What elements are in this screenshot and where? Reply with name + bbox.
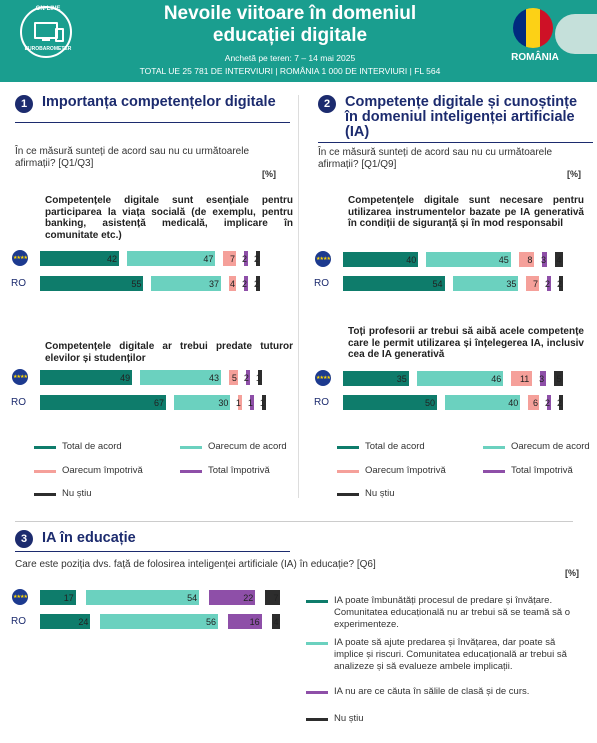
value-2-eu-1: 45	[498, 255, 509, 265]
section-2-number: 2	[318, 95, 336, 113]
value-3-eu-4: 5	[556, 374, 562, 384]
section-1-divider	[15, 122, 290, 123]
value-3-eu-0: 35	[396, 374, 407, 384]
bar-0-eu-1	[127, 251, 215, 266]
bar-3-ro-0	[343, 395, 437, 410]
bar-1-ro-0	[40, 395, 166, 410]
row-label-ro: RO	[11, 397, 26, 408]
legend-label-0-1: Oarecum de acord	[208, 441, 287, 452]
legend-swatch-0-4	[34, 493, 56, 496]
flag-stripe-2	[540, 8, 553, 48]
value-3-eu-2: 11	[519, 374, 530, 384]
value-3-ro-4: 2	[556, 398, 562, 408]
eu-flag-icon: ★★★★	[12, 369, 28, 385]
value-0-eu-2: 7	[229, 254, 235, 264]
legend-swatch-0-0	[34, 446, 56, 449]
legend-swatch-1-3	[483, 470, 505, 473]
section-2-divider	[318, 142, 593, 143]
flag-stripe-0	[513, 8, 526, 48]
value-3-eu-1: 46	[491, 374, 502, 384]
phone-icon	[55, 28, 64, 42]
value-4-ro-3: 4	[273, 617, 279, 627]
bar-2-ro-0	[343, 276, 445, 291]
logo-bottom-text: EUROBAROMETER	[24, 46, 72, 52]
bar-1-eu-0	[40, 370, 132, 385]
chart-1-statement: Competențele digitale sunt esențiale pentru participarea la viața socială (de exemplu, pentru banking, asistență medicală, implicare în comunitate etc.)	[45, 195, 293, 241]
eu-flag-icon: ★★★★	[12, 250, 28, 266]
eurobarometer-logo	[20, 6, 72, 58]
value-1-ro-3: 1	[247, 398, 253, 408]
value-0-eu-3: 2	[241, 254, 247, 264]
survey-info	[120, 52, 460, 78]
section-2-question: În ce măsură sunteți de acord sau nu cu următoarele afirmații? [Q1/Q9]	[318, 147, 553, 170]
value-1-ro-0: 67	[153, 398, 164, 408]
value-3-ro-3: 2	[544, 398, 550, 408]
survey-dates: Anchetă pe teren: 7 – 14 mai 2025	[224, 53, 356, 63]
monitor-stand-icon	[42, 38, 50, 41]
value-3-ro-0: 50	[425, 398, 436, 408]
row-label-ro: RO	[314, 397, 329, 408]
option-label-1: IA poate să ajute predarea și învățarea, dar poate să implice și riscuri. Comunitatea educațională ar trebui să analizeze și să evalueze ambele implicații.	[334, 637, 567, 672]
section-3-divider	[15, 551, 290, 552]
legend-swatch-1-4	[337, 493, 359, 496]
value-4-ro-1: 56	[206, 617, 217, 627]
legend-swatch-0-3	[180, 470, 202, 473]
country-label: ROMÂNIA	[511, 52, 559, 63]
header-banner	[0, 0, 597, 82]
bar-0-ro-0	[40, 276, 143, 291]
value-1-ro-2: 1	[235, 398, 241, 408]
value-4-eu-1: 54	[187, 593, 198, 603]
section-1-title: Importanța competențelor digitale	[42, 94, 276, 110]
legend-swatch-1-1	[483, 446, 505, 449]
value-2-ro-4: 2	[556, 279, 562, 289]
value-4-eu-2: 22	[243, 593, 254, 603]
option-label-3: Nu știu	[334, 713, 364, 724]
section-3-number: 3	[15, 530, 33, 548]
value-0-ro-1: 37	[208, 279, 219, 289]
row-label-ro: RO	[314, 278, 329, 289]
value-1-eu-2: 5	[231, 373, 237, 383]
bar-4-eu-1	[86, 590, 199, 605]
value-4-eu-3: 7	[273, 593, 279, 603]
chart-2-statement: Competențele digitale ar trebui predate tuturor elevilor și studenților	[45, 341, 293, 364]
chart-3-statement: Competențele digitale sunt necesare pentru utilizarea instrumentelor bazate pe IA generativă în condiții de siguranță și în mod responsabil	[348, 195, 584, 229]
megaphone-icon	[555, 14, 597, 54]
value-4-ro-2: 16	[249, 617, 260, 627]
section-3-question: Care este poziția dvs. față de folosirea inteligenței artificiale (IA) în educație? [Q6]	[15, 559, 376, 570]
legend-label-0-0: Total de acord	[62, 441, 122, 452]
legend-label-1-1: Oarecum de acord	[511, 441, 590, 452]
row-label-ro: RO	[11, 616, 26, 627]
survey-sample: TOTAL UE 25 781 DE INTERVIURI | ROMÂNIA 1 000 DE INTERVIURI | FL 564	[139, 66, 441, 76]
row-label-ro: RO	[11, 278, 26, 289]
value-2-ro-0: 54	[432, 279, 443, 289]
value-1-eu-1: 43	[208, 373, 219, 383]
legend-label-1-3: Total împotrivă	[511, 465, 573, 476]
eu-flag-icon: ★★★★	[12, 589, 28, 605]
page-title: Nevoile viitoare în domeniul educației digitale	[163, 3, 417, 46]
chart-4-statement: Toți profesorii ar trebui să aibă acele competențe care le permit utilizarea și înțelegerea IA, inclusiv cea de IA generativă	[348, 326, 584, 360]
value-4-ro-0: 24	[78, 617, 89, 627]
value-2-ro-1: 35	[506, 279, 517, 289]
value-3-ro-1: 40	[508, 398, 519, 408]
legend-swatch-1-2	[337, 470, 359, 473]
value-2-eu-4: 4	[556, 255, 562, 265]
legend-label-1-4: Nu știu	[365, 488, 395, 499]
value-2-eu-0: 40	[406, 255, 417, 265]
value-0-eu-4: 2	[253, 254, 259, 264]
section-1-question: În ce măsură sunteți de acord sau nu cu următoarele afirmații? [Q1/Q3]	[15, 146, 250, 169]
value-1-ro-4: 1	[259, 398, 265, 408]
value-1-eu-0: 49	[120, 373, 131, 383]
legend-swatch-0-1	[180, 446, 202, 449]
value-2-eu-3: 3	[540, 255, 546, 265]
legend-swatch-0-2	[34, 470, 56, 473]
legend-swatch-1-0	[337, 446, 359, 449]
eu-flag-icon: ★★★★	[315, 251, 331, 267]
legend-label-1-2: Oarecum împotrivă	[365, 465, 446, 476]
section-3-percent-label: [%]	[565, 568, 579, 578]
flag-stripe-1	[526, 8, 539, 48]
value-2-eu-2: 8	[527, 255, 533, 265]
section-2-title: Competențe digitale și cunoștințe în domeniul inteligenței artificiale (IA)	[345, 94, 578, 140]
value-3-ro-2: 6	[532, 398, 538, 408]
option-swatch-3	[306, 718, 328, 721]
eu-flag-icon: ★★★★	[315, 370, 331, 386]
legend-label-1-0: Total de acord	[365, 441, 425, 452]
section-3-title: IA în educație	[42, 530, 136, 546]
value-2-ro-3: 2	[544, 279, 550, 289]
value-2-ro-2: 7	[532, 279, 538, 289]
section-2-percent-label: [%]	[567, 169, 581, 179]
legend-label-0-4: Nu știu	[62, 488, 92, 499]
value-3-eu-3: 3	[539, 374, 545, 384]
value-0-ro-4: 2	[253, 279, 259, 289]
legend-label-0-2: Oarecum împotrivă	[62, 465, 143, 476]
value-0-ro-2: 4	[229, 279, 235, 289]
option-swatch-1	[306, 642, 328, 645]
option-label-2: IA nu are ce căuta în sălile de clasă și de curs.	[334, 686, 530, 697]
legend-label-0-3: Total împotrivă	[208, 465, 270, 476]
value-0-ro-3: 2	[241, 279, 247, 289]
bar-4-ro-1	[100, 614, 218, 629]
option-swatch-0	[306, 600, 328, 603]
section-1-percent-label: [%]	[262, 169, 276, 179]
column-divider	[298, 95, 299, 498]
option-swatch-2	[306, 691, 328, 694]
value-1-eu-4: 1	[255, 373, 261, 383]
option-label-0: IA poate îmbunătăți procesul de predare și învățare. Comunitatea educațională nu ar trebui să se teamă să o experimenteze.	[334, 595, 571, 630]
value-1-eu-3: 2	[243, 373, 249, 383]
value-4-eu-0: 17	[63, 593, 74, 603]
value-0-ro-0: 55	[131, 279, 142, 289]
value-0-eu-0: 42	[106, 254, 117, 264]
value-1-ro-1: 30	[218, 398, 229, 408]
section-3-top-rule	[15, 521, 573, 522]
romania-flag-icon	[513, 8, 553, 48]
value-0-eu-1: 47	[203, 254, 214, 264]
section-1-number: 1	[15, 95, 33, 113]
logo-top-text: ON-LINE	[35, 6, 61, 12]
